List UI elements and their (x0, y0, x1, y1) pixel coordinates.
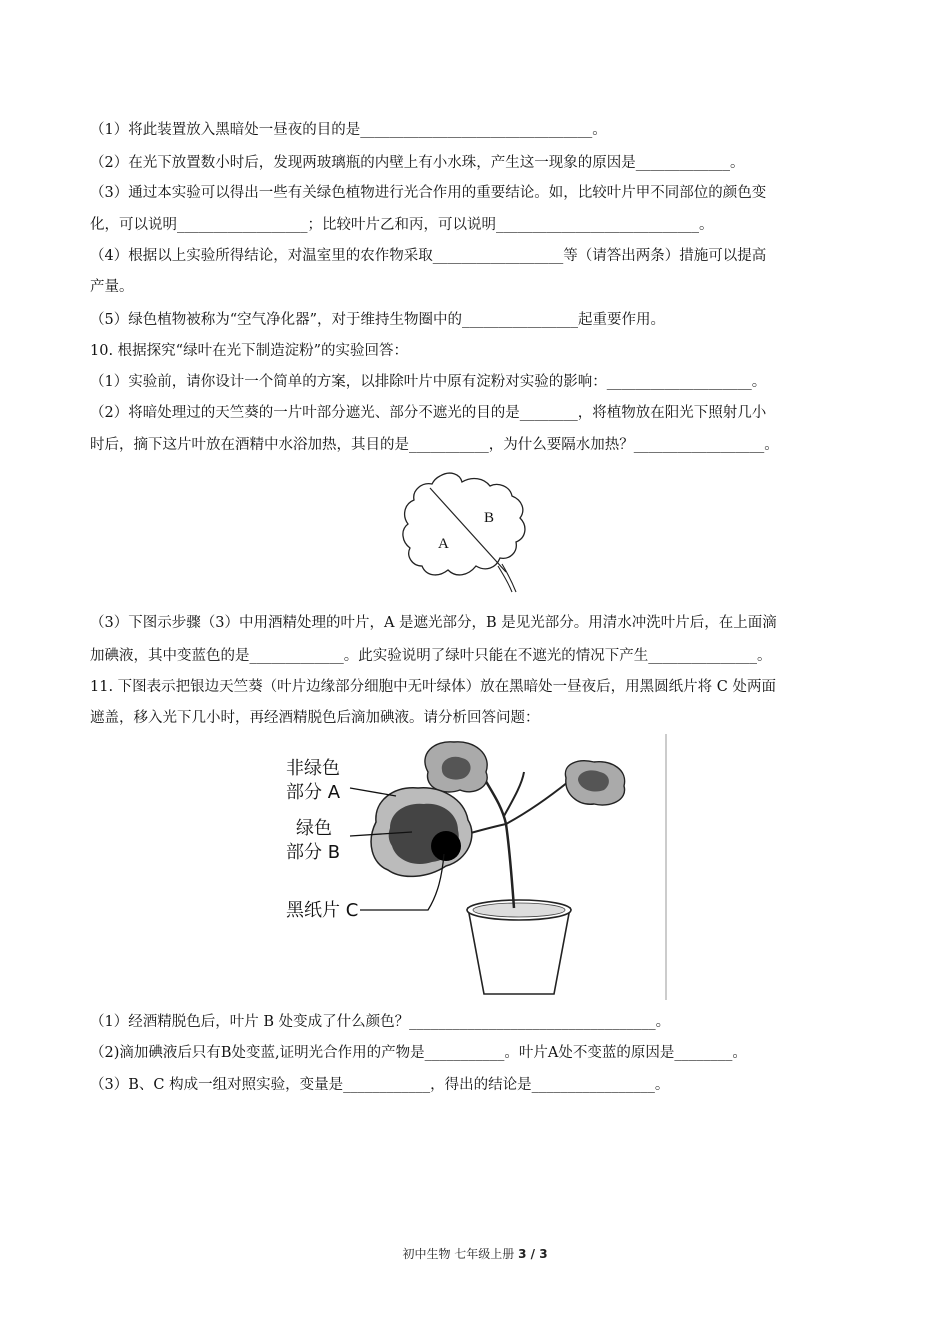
label-green-line2: 部分 B (286, 842, 341, 863)
q9-part5: （5）绿色植物被称为“空气净化器”，对于维持生物圈中的________________起重要作用。 (90, 312, 666, 328)
leaf-label-b: B (484, 510, 495, 526)
q9-part3-line1: （3）通过本实验可以得出一些有关绿色植物进行光合作用的重要结论。如，比较叶片甲不同部位的颜色变 (90, 185, 767, 201)
leaf-petiole (498, 564, 516, 592)
q11-part1: （1）经酒精脱色后，叶片 B 处变成了什么颜色？__________________________________。 (90, 1014, 671, 1030)
pot-soil (473, 903, 565, 917)
q11-part3: （3）B、C 构成一组对照实验，变量是____________，得出的结论是_________________。 (90, 1077, 670, 1093)
q11-stem-line2: 遮盖，移入光下几小时，再经酒精脱色后滴加碘液。请分析回答问题： (90, 710, 540, 726)
q9-part4-line1: （4）根据以上实验所得结论，对温室里的农作物采取__________________等（请答出两条）措施可以提高 (90, 248, 767, 264)
branch-upper-right (504, 772, 524, 816)
flower-pot (468, 908, 570, 994)
label-green-line1: 绿色 (296, 818, 332, 839)
plant-figure (278, 732, 670, 1004)
q10-title: 10. 根据探究“绿叶在光下制造淀粉”的实验回答： (90, 343, 408, 359)
label-nongreen-line1: 非绿色 (286, 758, 340, 779)
q9-part3-line2: 化，可以说明__________________；比较叶片乙和丙，可以说明____________________________。 (90, 217, 714, 233)
leader-a (350, 788, 396, 796)
leaf-midrib (430, 488, 506, 572)
label-black-paper: 黑纸片 C (286, 900, 359, 921)
q10-part2-line1: （2）将暗处理过的天竺葵的一片叶部分遮光、部分不遮光的目的是________，将植物放在阳光下照射几小 (90, 405, 767, 421)
leaf-label-a: A (438, 536, 449, 552)
branch-right (506, 782, 568, 824)
label-nongreen-line2: 部分 A (286, 782, 341, 803)
main-stem (484, 778, 514, 908)
leaf-figure (398, 466, 538, 600)
q9-part4-line2: 产量。 (90, 279, 134, 295)
footer-page-number: 3 / 3 (518, 1247, 548, 1261)
page-footer (0, 1245, 950, 1262)
q9-part2: （2）在光下放置数小时后，发现两玻璃瓶的内壁上有小水珠，产生这一现象的原因是_____________。 (90, 155, 745, 171)
leaf-outline (403, 473, 525, 575)
q9-part1: （1）将此装置放入黑暗处一昼夜的目的是________________________________。 (90, 122, 607, 138)
black-paper-disc (431, 831, 461, 861)
q11-part2: （2)滴加碘液后只有B处变蓝,证明光合作用的产物是___________。叶片A处不变蓝的原因是________。 (90, 1045, 747, 1061)
top-leaf-center (442, 757, 471, 780)
q10-part3-line2: 加碘液，其中变蓝色的是_____________。此实验说明了绿叶只能在不遮光的情况下产生_______________。 (90, 648, 772, 664)
q10-part3-line1: （3）下图示步骤（3）中用酒精处理的叶片，A 是遮光部分，B 是见光部分。用清水冲洗叶片后，在上面滴 (90, 615, 777, 631)
q10-part1: （1）实验前，请你设计一个简单的方案，以排除叶片中原有淀粉对实验的影响：____________________。 (90, 374, 767, 390)
footer-course: 初中生物 七年级上册 (402, 1247, 515, 1261)
q10-part2-line2: 时后，摘下这片叶放在酒精中水浴加热，其目的是___________，为什么要隔水加热？__________________。 (90, 437, 779, 453)
q11-stem-line1: 11. 下图表示把银边天竺葵（叶片边缘部分细胞中无叶绿体）放在黑暗处一昼夜后，用黑圆纸片将 C 处两面 (90, 679, 776, 695)
